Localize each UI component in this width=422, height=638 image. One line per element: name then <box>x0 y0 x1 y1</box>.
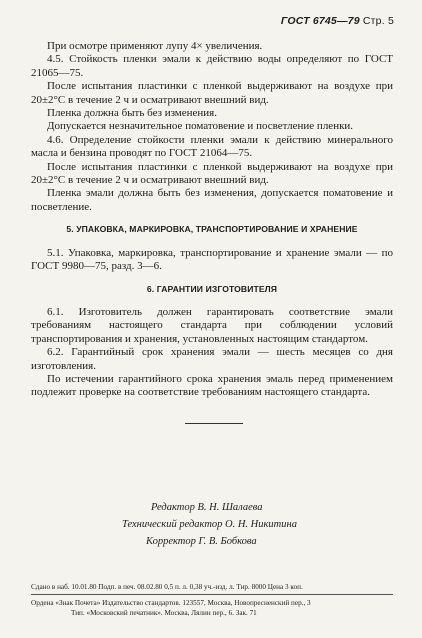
print-details: Сдано в наб. 10.01.80 Подп. в печ. 08.02.80 0,5 п. л. 0,38 уч.-изд. л. Тир. 8000 Цена 3 коп. <box>31 583 303 591</box>
editor-credit: Редактор В. Н. Шалаева <box>151 502 263 513</box>
page-number: Стр. 5 <box>362 15 394 27</box>
publisher-info <box>31 599 393 618</box>
paragraph: 5.1. Упаковка, маркировка, транспортирование и хранение эмали — по ГОСТ 9980—75, разд. 3—6. <box>31 246 393 273</box>
end-divider <box>185 423 243 424</box>
document-body <box>31 40 393 400</box>
publisher-line: Ордена «Знак Почета» Издательство стандартов. 123557, Москва, Новопресненский пер., 3 <box>31 599 311 607</box>
tech-editor-credit: Технический редактор О. Н. Никитина <box>122 519 297 530</box>
standard-number: ГОСТ 6745—79 <box>280 15 360 27</box>
paragraph: Пленка должна быть без изменения. <box>47 107 217 120</box>
proofreader-credit: Корректор Г. В. Бобкова <box>146 536 257 547</box>
paragraph: Допускается незначительное поматовение и посветление пленки. <box>47 120 354 133</box>
running-header <box>281 15 394 27</box>
paragraph: По истечении гарантийного срока хранения эмаль перед применением подлежит проверке на соответствие требованиям настоящего стандарта. <box>31 372 393 399</box>
imprint-divider <box>31 594 393 595</box>
paragraph: Пленка эмали должна быть без изменения, допускается поматовение и посветление. <box>31 187 393 213</box>
paragraph: После испытания пластинки с пленкой выдерживают на воздухе при 20±2°С в течение 2 ч и осматривают внешний вид. <box>31 160 393 187</box>
printer-line: Тип. «Московский печатник». Москва, Лялин пер., 6. Зак. 71 <box>71 608 257 617</box>
paragraph: 4.6. Определение стойкости пленки эмали к действию минерального масла и бензина проводят по ГОСТ 21064—75. <box>31 133 393 160</box>
section-6-heading: 6. ГАРАНТИИ ИЗГОТОВИТЕЛЯ <box>146 283 278 294</box>
paragraph: При осмотре применяют лупу 4× увеличения. <box>47 40 263 52</box>
paragraph: 4.5. Стойкость пленки эмали к действию воды определяют по ГОСТ 21065—75. <box>31 53 393 79</box>
paragraph: 6.1. Изготовитель должен гарантировать соответствие эмали требованиям настоящего стандарта при соблюдении условий транспортирования и хранения, установленных настоящим стандартом. <box>31 305 393 345</box>
paragraph: После испытания пластинки с пленкой выдерживают на воздухе при 20±2°С в течение 2 ч и осматривают внешний вид. <box>31 80 393 106</box>
editorial-credits <box>122 499 297 550</box>
paragraph: 6.2. Гарантийный срок хранения эмали — шесть месяцев со дня изготовления. <box>31 346 393 372</box>
section-5-heading: 5. УПАКОВКА, МАРКИРОВКА, ТРАНСПОРТИРОВАНИЕ И ХРАНЕНИЕ <box>66 224 358 235</box>
